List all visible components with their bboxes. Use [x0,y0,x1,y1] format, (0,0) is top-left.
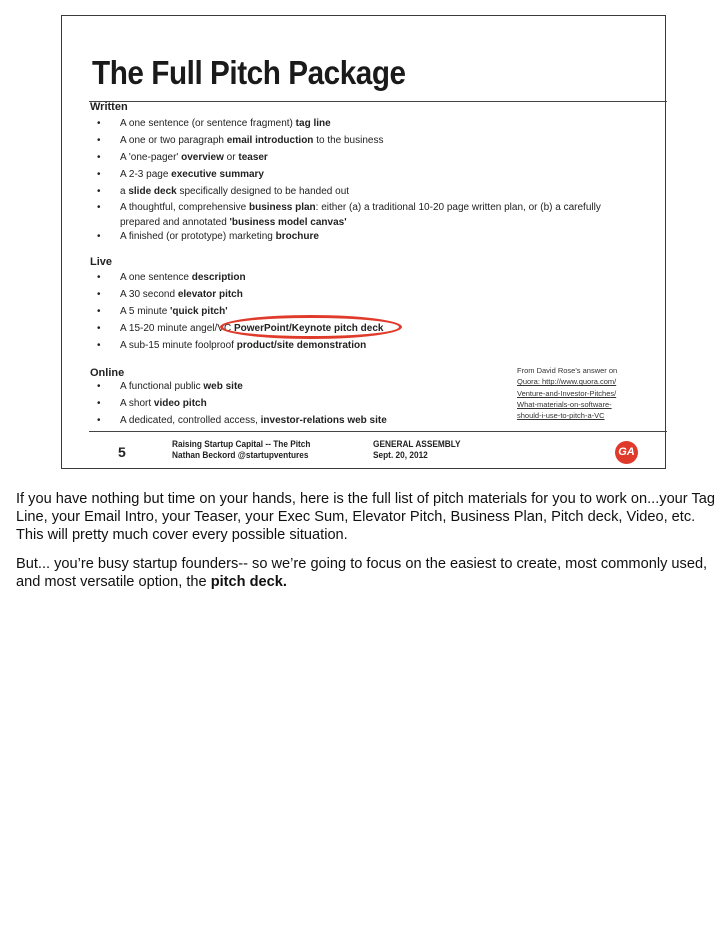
course-title: Raising Startup Capital -- The Pitch [172,439,311,449]
attribution-link[interactable]: What-materials-on-software- [517,399,612,409]
notes-paragraph-1: If you have nothing but time on your hands, here is the full list of pitch materials for you to work on...your Tag Line, your Email Intro, your Teaser, your Exec Sum, Elevator Pitch, Business Plan, Pitch deck, Video, etc. This will pretty much cover every possible situation. [16,491,715,543]
attribution-line: From David Rose's answer on [517,366,618,375]
organizer-name: GENERAL ASSEMBLY [373,439,461,449]
notes-paragraph-2: But... you’re busy startup founders-- so we’re going to focus on the easiest to create, most commonly used, and most versatile option, the pitch deck. [16,556,708,590]
course-info [172,439,310,461]
title-divider [89,101,667,102]
attribution-link[interactable]: Venture-and-Investor-Pitches/ [517,388,617,398]
footer-divider [89,431,667,432]
attribution-link[interactable]: should-i-use-to-pitch-a-VC [517,411,605,421]
event-date: Sept. 20, 2012 [373,450,428,460]
organizer-info [373,439,461,461]
attribution-link[interactable]: Quora: http://www.quora.com/ [517,377,617,387]
section-heading-online: Online [90,367,125,379]
section-heading-written: Written [90,101,128,113]
pitch-deck-emphasis: pitch deck. [210,574,287,590]
highlight-circle [220,315,402,339]
slide-number: 5 [118,444,126,460]
section-heading-live: Live [90,256,113,268]
source-attribution [517,365,647,421]
presenter-name: Nathan Beckord @startupventures [172,450,309,460]
slide-title: The Full Pitch Package [92,54,406,91]
ga-logo: GA [615,441,638,464]
slide-frame: The Full Pitch Package Written • A one sentence (or sentence fragment) tag line • A one or two paragraph email introduction to the business • A 'one-pager' overview or teaser • A 2-3 page executive summary • a slide deck specifically designed to be handed out • A thoughtful, comprehensive business plan: either (a) a traditional 10-20 page written plan, or (b) a carefully prepared and annotated 'business model canvas' • A finished (or prototype) marketing brochure Live • A one sentence description • A 30 second elevator pitch • A 5 minute 'quick pitch' • A 15-20 minute angel/VC PowerPoint/Keynote pitch deck • A sub-15 minute foolproof product/site demonstration Online • A functional public web site • A short video pitch • A dedicated, controlled access, investor-relations web site From David Rose's answer on Quora: http://www.quora.com/ Venture-and-Investor-Pitches/ What-materials-on-software- should-i-use-to-pitch-a-VC 5 Raising Startup Capital -- The Pitch Nathan Beckord @startupventures GENERAL ASSEMBLY Sept. 20, 2012 GA [61,15,666,469]
